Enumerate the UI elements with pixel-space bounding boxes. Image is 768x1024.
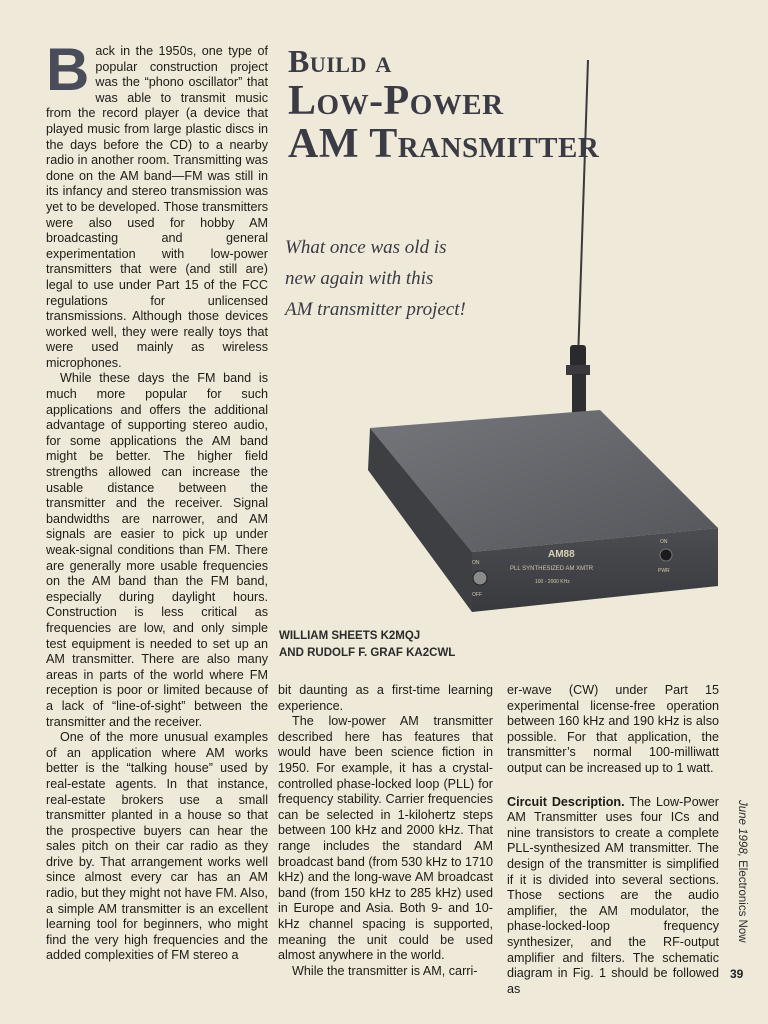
label-pwr: PWR [658, 568, 670, 574]
body-column-1 [46, 36, 268, 964]
transmitter-photo [360, 60, 725, 620]
label-line3: 100 - 2000 KHz [535, 579, 570, 585]
label-line2: PLL SYNTHESIZED AM XMTR [510, 566, 594, 572]
body-paragraph: While the transmitter is AM, carri- [292, 963, 478, 978]
antenna-base [570, 345, 586, 367]
label-off-left: OFF [472, 592, 482, 598]
page-number: 39 [730, 967, 744, 981]
magazine-name: Electronics Now [736, 860, 748, 943]
body-paragraph: Circuit Description. The Low-Power AM Transmitter uses four ICs and nine transistors to create a complete PLL-synthesized AM transmitter. The design of the transmitter is simplified if it is divided into several sections. Those sections are the audio amplifier, the AM modulator, the phase-locked-loop frequency synthesizer, and the RF-output amplifier and filters. The schematic diagram in Fig. 1 should be followed as [507, 794, 719, 996]
body-paragraph: One of the more unusual examples of an application where AM works better is the “talking house” used by real-estate agents. In that instance, real-estate brokers use a small transmitter planted in a house so that the prospective buyers can hear the sales pitch on their car radio as they drive by. That arrangement works well since almost every car has an AM radio, but they might not have FM. Also, a simple AM transmitter is an excellent learning tool for beginners, who might find the very high frequencies and the added complexities of FM stereo a [46, 730, 268, 963]
label-brand: AM88 [548, 549, 575, 560]
article-dek: What once was old is new again with this AM transmitter project! [285, 237, 466, 320]
body-paragraph: Back in the 1950s, one type of popular construction project was the “phono oscillator” that was able to transmit music from the record player (a device that played music from large plastic discs in the days before the CD) to a nearby radio in another room. Transmitting was done on the AM band—FM was still in its infancy and stereo transmission was yet to be developed. Those transmitters were also used for hobby AM broadcasting and general experimentation with low-power transmitters that were (and still are) legal to use under Part 15 of the FCC regulations for unlicensed transmissions. Although those devices worked well, they were really toys that were used mainly as wireless microphones. [46, 36, 268, 370]
antenna [578, 60, 588, 360]
body-column-2 [278, 683, 493, 979]
byline: WILLIAM SHEETS K2MQJ AND RUDOLF F. GRAF KA2CWL [279, 630, 456, 659]
label-on-left: ON [472, 560, 480, 566]
body-paragraph: bit daunting as a first-time learning experience. [278, 683, 493, 713]
body-paragraph: er-wave (CW) under Part 15 experimental license-free operation between 160 kHz and 190 kHz is also possible. For that application, the transmitter’s normal 100-milliwatt output can be increased up to 1 watt. [507, 683, 719, 775]
power-switch-left [473, 571, 487, 585]
page-footer [736, 800, 748, 980]
section-subhead: Circuit Description. [507, 794, 625, 809]
article-title: Build a Low-Power AM Transmitter [288, 43, 600, 167]
body-paragraph: The low-power AM transmitter described here has features that would have been science fiction in 1950. For example, it has a crystal-controlled phase-locked loop (PLL) for frequency stability. Carrier frequencies can be selected in 1-kilohertz steps between 100 kHz and 2000 kHz. That range includes the standard AM broadcast band (from 530 kHz to 1710 kHz) and the long-wave AM broadcast band (from 150 kHz to 285 kHz) used in Europe and Asia. Both 9- and 10-kHz channel spacing is supported, meaning the unit could be used almost anywhere in the world. [278, 714, 493, 963]
issue-date: June 1998, [736, 800, 748, 857]
drop-cap: B [46, 36, 90, 103]
body-paragraph: While these days the FM band is much more popular for such applications and offers the additional advantage of supporting stereo audio, for some applications the AM band might be better. The higher field strengths allowed can increase the usable distance between the transmitter and the receiver. Signal bandwidths are narrower, and AM signals are easier to pick up under weak-signal conditions than FM. There are generally more usable frequencies on the AM band than the FM band, especially during daylight hours. Construction is less critical as frequencies are low, and only simple test equipment is needed to set up an AM transmitter. There are also many areas in parts of the world where FM reception is poor or limited because of a lack of “line-of-sight” between the transmitter and the receiver. [46, 371, 268, 729]
label-on-right: ON [660, 539, 668, 545]
power-switch-right [660, 549, 672, 561]
body-column-3 [507, 683, 719, 997]
